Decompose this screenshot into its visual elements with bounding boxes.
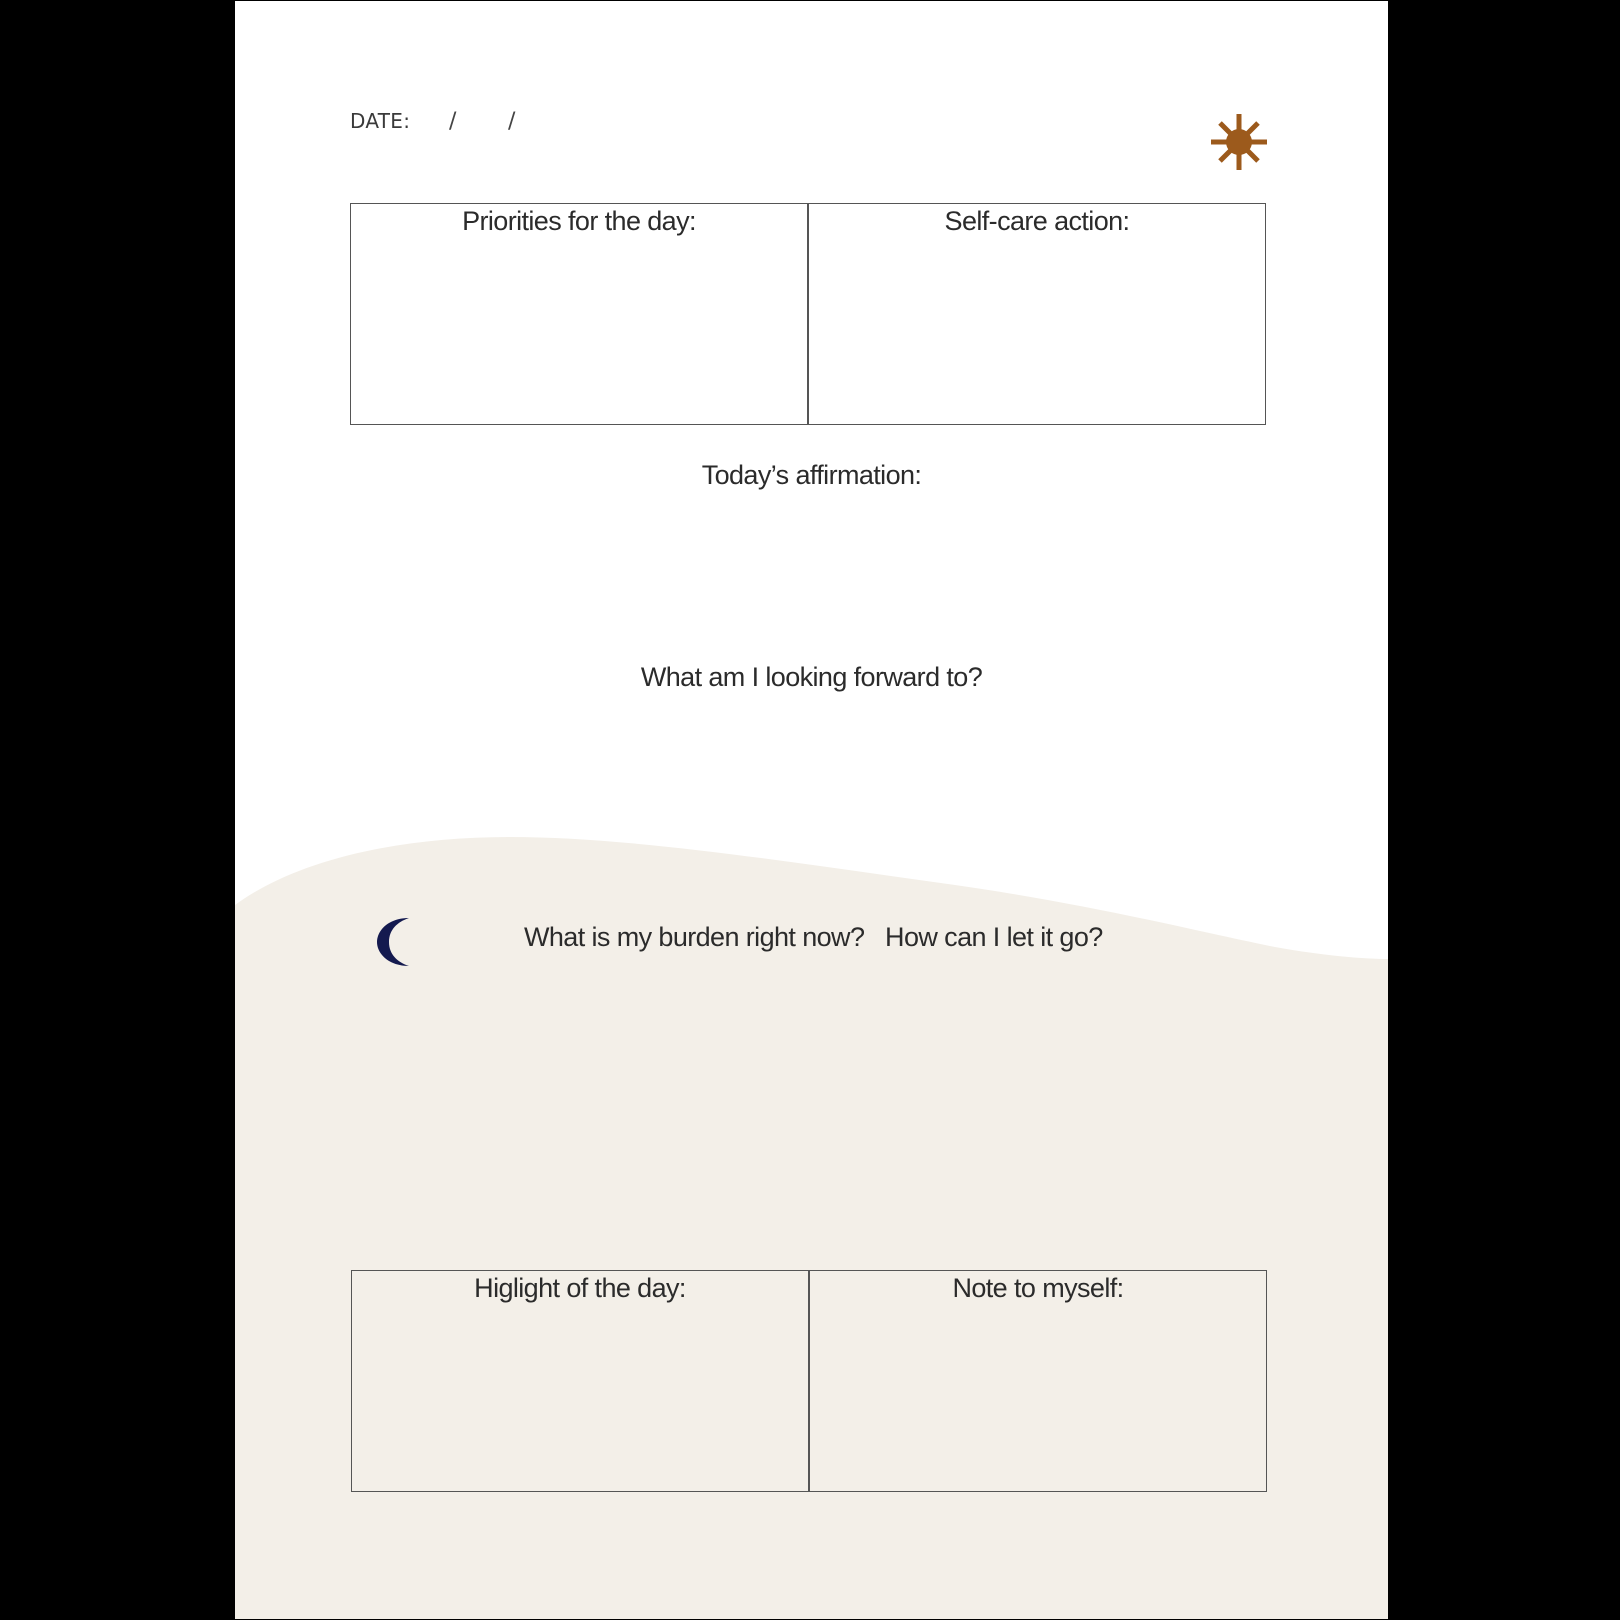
date-separator: /: [508, 109, 516, 134]
moon-icon: [375, 916, 411, 968]
highlight-label: Higlight of the day:: [474, 1273, 686, 1303]
date-label: DATE:: [350, 109, 411, 133]
highlight-box[interactable]: [352, 1271, 808, 1491]
self-care-label: Self-care action:: [944, 206, 1130, 236]
self-care-box[interactable]: [807, 204, 1265, 424]
date-field[interactable]: [350, 109, 516, 134]
journal-page: [235, 1, 1388, 1619]
date-separator: /: [449, 109, 457, 134]
note-box[interactable]: [808, 1271, 1266, 1491]
priorities-label: Priorities for the day:: [462, 206, 696, 236]
sun-icon: [1209, 112, 1269, 172]
looking-forward-prompt: What am I looking forward to?: [640, 662, 983, 692]
note-label: Note to myself:: [952, 1273, 1124, 1303]
morning-boxes: [350, 203, 1266, 425]
evening-boxes: [351, 1270, 1267, 1492]
affirmation-prompt: Today’s affirmation:: [701, 460, 922, 490]
priorities-box[interactable]: [351, 204, 807, 424]
burden-prompt: What is my burden right now? How can I let it go?: [524, 922, 1103, 952]
